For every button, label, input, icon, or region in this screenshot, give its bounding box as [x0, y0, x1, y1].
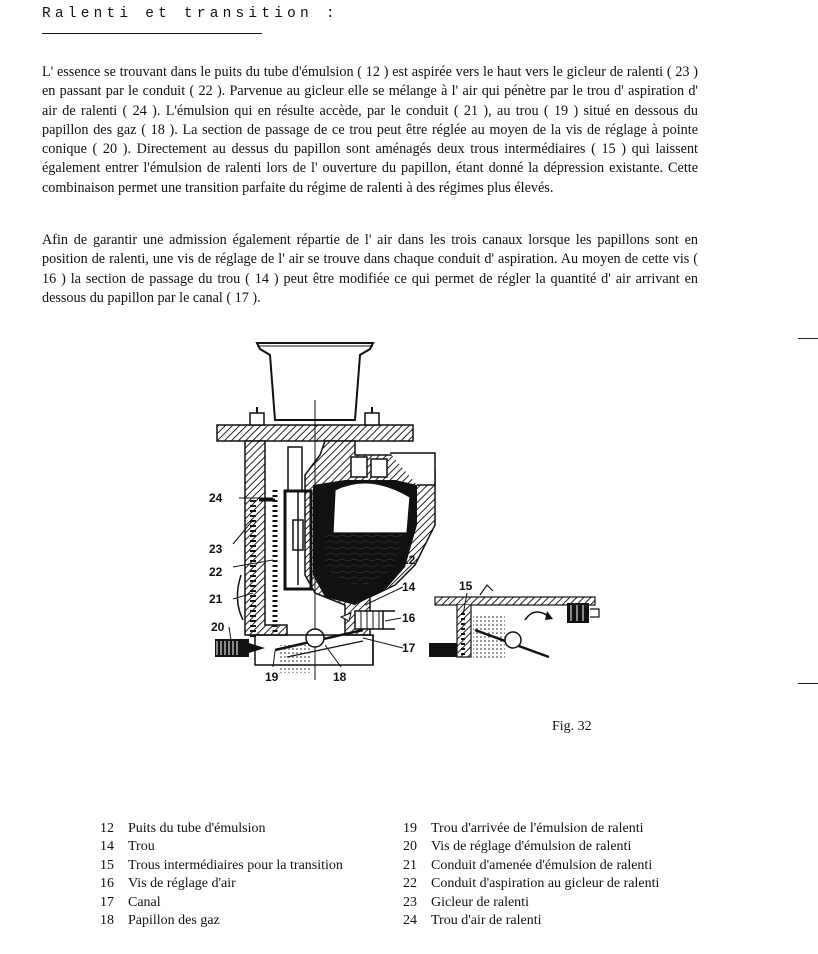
legend-item [100, 857, 343, 875]
legend-item [403, 820, 659, 838]
legend-number: 24 [403, 913, 417, 929]
legend-number: 23 [403, 894, 417, 910]
callout-16: 16 [402, 611, 416, 625]
callout-24: 24 [209, 491, 223, 505]
legend-text: Trou [128, 839, 155, 855]
paragraph-air-adjustment: Afin de garantir une admission également répartie de l' air dans les trois canaux lorsque les papillons sont en position de ralenti, une vis de réglage de l' air se trouve dans chaque conduit d' aspiration. Au moyen de cette vis ( 16 ) la section de passage du trou ( 14 ) peut être modifiée ce qui permet de régler la quantité d' air arrivant en dessous du papillon par le canal ( 17 ). [42, 232, 698, 306]
heading-underline [42, 33, 262, 34]
legend-item [100, 912, 343, 930]
carburetor-diagram [195, 335, 635, 690]
callout-23: 23 [209, 542, 223, 556]
callout-19: 19 [265, 670, 279, 684]
legend-text: Trou d'air de ralenti [431, 913, 542, 929]
legend-number: 12 [100, 821, 114, 836]
legend-left-column [100, 820, 343, 930]
legend-item [403, 912, 659, 930]
legend-text: Canal [128, 894, 161, 910]
legend-number: 20 [403, 839, 417, 855]
transition-detail-inset [429, 585, 599, 659]
legend-number: 15 [100, 857, 114, 873]
callout-21: 21 [209, 592, 223, 606]
figure-caption: Fig. 32 [552, 719, 592, 734]
legend-text: Conduit d'amenée d'émulsion de ralenti [431, 857, 653, 873]
callout-15: 15 [459, 579, 473, 593]
legend-number: 21 [403, 857, 417, 873]
legend-number: 14 [100, 839, 114, 855]
legend-item [403, 838, 659, 856]
legend-text: Conduit d'aspiration au gicleur de ralenti [431, 876, 660, 892]
legend-item [403, 857, 659, 875]
legend-text: Trous intermédiaires pour la transition [128, 857, 343, 873]
legend-item [403, 894, 659, 912]
paragraph-idle-description: L' essence se trouvant dans le puits du tube d'émulsion ( 12 ) est aspirée vers le haut vers le gicleur de ralenti ( 23 ) en passant par le conduit ( 22 ). Parvenue au gicleur elle se mélange à l' air qui pénètre par le trou d' aspiration d' air de ralenti ( 24 ). L'émulsion qui en résulte accède, par le conduit ( 21 ), au trou ( 19 ) situé en dessous du papillon des gaz ( 18 ). La section de passage de ce trou peut être réglée au moyen de la vis de réglage à pointe conique ( 20 ). Directement au dessus du papillon sont aménagés deux trous intermédiaires ( 15 ) qui laissent également entrer l'émulsion de ralenti lors de l' ouverture du papillon, étant donné la dépression existante. Cette combinaison permet une transition parfaite du régime de ralenti à des régimes plus élevés. [42, 64, 698, 196]
legend-item [100, 894, 343, 912]
legend-item [100, 838, 343, 856]
legend-text: Trou d'arrivée de l'émulsion de ralenti [431, 821, 644, 836]
legend-item [403, 875, 659, 893]
legend-text: Vis de réglage d'air [128, 876, 236, 892]
callout-12: 12 [402, 553, 416, 567]
callout-17: 17 [402, 641, 416, 655]
legend-number: 17 [100, 894, 114, 910]
legend-right-column [403, 820, 659, 930]
legend-text: Gicleur de ralenti [431, 894, 529, 910]
section-heading: Ralenti et transition : [42, 6, 339, 22]
legend-number: 22 [403, 876, 417, 892]
main-carburetor-section [215, 343, 435, 680]
legend-number: 19 [403, 821, 417, 836]
callout-18: 18 [333, 670, 347, 684]
callout-22: 22 [209, 565, 223, 579]
callout-14: 14 [402, 580, 416, 594]
margin-mark-upper [798, 338, 818, 339]
callout-20: 20 [211, 620, 225, 634]
legend-number: 16 [100, 876, 114, 892]
legend-text: Vis de réglage d'émulsion de ralenti [431, 839, 632, 855]
legend-text: Papillon des gaz [128, 913, 220, 929]
legend-number: 18 [100, 913, 114, 929]
margin-mark-lower [798, 683, 818, 684]
legend-item [100, 820, 343, 838]
legend-item [100, 875, 343, 893]
legend-text: Puits du tube d'émulsion [128, 821, 266, 836]
